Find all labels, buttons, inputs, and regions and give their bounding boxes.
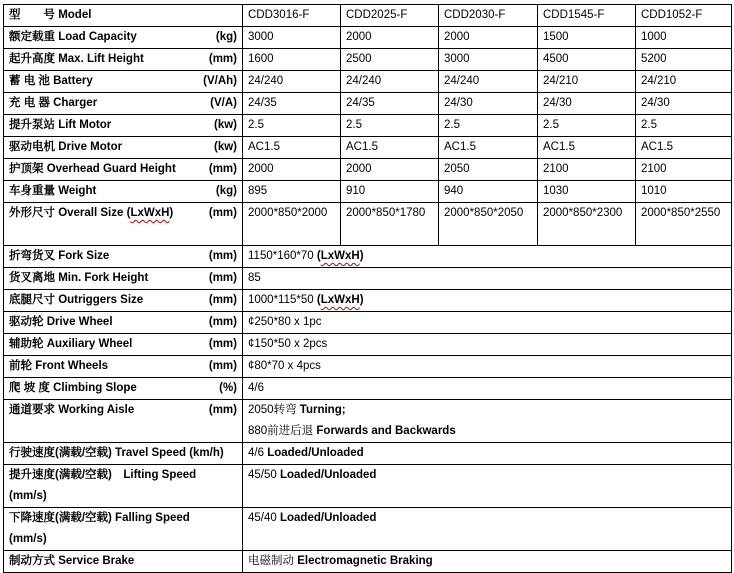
value-cell: 24/30 — [538, 93, 636, 115]
table-row — [4, 137, 732, 159]
unit-label: (kw) — [214, 119, 237, 131]
row-label: 底腿尺寸 Outriggers Size — [9, 294, 144, 306]
unit-label: (mm) — [208, 404, 237, 416]
text-segment: 外形尺寸 Overall Size ( — [9, 207, 131, 219]
table-row — [4, 400, 732, 443]
row-label-wrap — [9, 334, 237, 355]
unit-label: (%) — [219, 382, 237, 394]
row-label-wrap — [9, 203, 237, 224]
model-name-cell: CDD1545-F — [538, 5, 636, 27]
value-cell: 2000*850*2050 — [439, 203, 538, 246]
row-label-cell — [4, 27, 243, 49]
span-value-line — [248, 400, 726, 421]
unit-label: (mm) — [208, 250, 237, 262]
table-row — [4, 378, 732, 400]
unit-label: (mm) — [208, 207, 237, 219]
row-label-wrap — [9, 290, 237, 311]
unit-label: (mm) — [208, 360, 237, 372]
table-row — [4, 71, 732, 93]
value-cell: 2500 — [341, 49, 439, 71]
model-name-cell: CDD2030-F — [439, 5, 538, 27]
row-label-wrap — [9, 71, 237, 92]
row-label: 起升高度 Max. Lift Height — [9, 53, 144, 65]
value-cell: 2000 — [243, 159, 341, 181]
spec-table — [3, 4, 732, 573]
row-label: 下降速度(满载/空载) Falling Speed — [9, 512, 190, 524]
row-label-cell — [4, 159, 243, 181]
table-row — [4, 115, 732, 137]
table-row — [4, 181, 732, 203]
span-value-cell — [243, 400, 732, 443]
span-value-cell — [243, 443, 732, 465]
row-label: 爬 坡 度 Climbing Slope — [9, 382, 137, 394]
model-name-cell: CDD1052-F — [636, 5, 732, 27]
span-value-line — [248, 312, 726, 333]
value-cell: 895 — [243, 181, 341, 203]
row-label-wrap — [9, 312, 237, 333]
table-row — [4, 356, 732, 378]
row-label-cell — [4, 334, 243, 356]
span-value-cell — [243, 508, 732, 551]
text-segment: ( — [316, 250, 321, 262]
value-cell: 2000*850*2550 — [636, 203, 732, 246]
table-row — [4, 268, 732, 290]
table-row — [4, 159, 732, 181]
unit-label: (mm) — [208, 294, 237, 306]
span-value-line — [248, 508, 726, 529]
value-cell: 24/240 — [439, 71, 538, 93]
row-label: (mm/s) — [9, 490, 47, 502]
unit-label: (V/Ah) — [203, 75, 237, 87]
row-label-wrap — [9, 115, 237, 136]
span-value-cell — [243, 378, 732, 400]
text-segment: ) — [359, 250, 364, 262]
value-cell: 2000*850*1780 — [341, 203, 439, 246]
unit-label: (mm) — [208, 163, 237, 175]
wavy-text: LxWxH — [320, 250, 360, 262]
value-cell: 2.5 — [439, 115, 538, 137]
text-segment: ) — [359, 294, 364, 306]
span-value-line — [248, 356, 726, 377]
text-segment: Loaded/Unloaded — [279, 469, 377, 481]
text-segment: 1000*115*50 — [248, 294, 317, 306]
row-label-cell — [4, 49, 243, 71]
value-cell: 24/35 — [341, 93, 439, 115]
value-cell: 2.5 — [243, 115, 341, 137]
row-label: 提升泵站 Lift Motor — [9, 119, 112, 131]
table-row — [4, 334, 732, 356]
text-segment: 880前进后退 — [248, 425, 317, 437]
model-name-cell: CDD3016-F — [243, 5, 341, 27]
model-name-cell: CDD2025-F — [341, 5, 439, 27]
unit-label: (mm) — [208, 338, 237, 350]
value-cell: 910 — [341, 181, 439, 203]
row-label: 蓄 电 池 Battery — [9, 75, 93, 87]
value-cell: 24/240 — [243, 71, 341, 93]
text-segment: 4/6 — [248, 447, 268, 459]
value-cell: 2.5 — [538, 115, 636, 137]
row-label: 通道要求 Working Aisle — [9, 404, 135, 416]
row-label: 车身重量 Weight — [9, 185, 97, 197]
text-segment: 45/40 — [248, 512, 280, 524]
row-label: 提升速度(满载/空载) Lifting Speed — [9, 469, 197, 481]
row-label-wrap — [9, 93, 237, 114]
text-segment: Electromagnetic Braking — [297, 555, 433, 567]
text-segment: ¢250*80 x 1pc — [248, 316, 322, 328]
value-cell: 2000*850*2000 — [243, 203, 341, 246]
row-label-cell — [4, 203, 243, 246]
text-segment: ( — [316, 294, 321, 306]
row-label-cell — [4, 312, 243, 334]
value-cell: 2000 — [341, 27, 439, 49]
text-segment: Loaded/Unloaded — [279, 512, 377, 524]
text-segment: ¢80*70 x 4pcs — [248, 360, 321, 372]
value-cell: 24/35 — [243, 93, 341, 115]
row-label: 额定载重 Load Capacity — [9, 31, 137, 43]
text-segment: ) — [169, 207, 174, 219]
row-label-wrap — [9, 27, 237, 48]
unit-label: (V/A) — [210, 97, 237, 109]
text-segment: 45/50 — [248, 469, 280, 481]
row-label: 制动方式 Service Brake — [9, 555, 135, 567]
row-label-wrap — [9, 268, 237, 289]
span-value-line — [248, 334, 726, 355]
row-label-cell — [4, 443, 243, 465]
row-label: 货叉离地 Min. Fork Height — [9, 272, 149, 284]
row-label: 驱动轮 Drive Wheel — [9, 316, 113, 328]
value-cell: 24/30 — [636, 93, 732, 115]
value-cell: 2000 — [341, 159, 439, 181]
span-value-cell — [243, 356, 732, 378]
row-label-wrap — [9, 378, 237, 399]
row-label-cell — [4, 115, 243, 137]
row-label-wrap — [9, 443, 237, 464]
row-label-wrap — [9, 246, 237, 267]
table-row — [4, 246, 732, 268]
value-cell: 4500 — [538, 49, 636, 71]
unit-label: (mm) — [208, 272, 237, 284]
table-row — [4, 312, 732, 334]
table-row — [4, 27, 732, 49]
text-segment: 2050转弯 — [248, 404, 300, 416]
row-label-cell — [4, 465, 243, 508]
row-label-wrap — [9, 400, 237, 421]
text-segment: 1150*160*70 — [248, 250, 317, 262]
row-label — [9, 203, 173, 224]
row-label: 充 电 器 Charger — [9, 97, 98, 109]
table-row — [4, 465, 732, 508]
wavy-text: LxWxH — [320, 294, 360, 306]
row-label-cell — [4, 71, 243, 93]
value-cell: 1030 — [538, 181, 636, 203]
value-cell: 2.5 — [636, 115, 732, 137]
table-row — [4, 290, 732, 312]
value-cell: 1600 — [243, 49, 341, 71]
value-cell: 1010 — [636, 181, 732, 203]
span-value-line — [248, 421, 726, 442]
unit-label: (kg) — [215, 31, 237, 43]
row-label-cell — [4, 93, 243, 115]
value-cell: 2050 — [439, 159, 538, 181]
row-label-wrap — [9, 181, 237, 202]
text-segment: Loaded/Unloaded — [267, 447, 364, 459]
value-cell: 24/210 — [538, 71, 636, 93]
text-segment: Turning; — [299, 404, 346, 416]
value-cell: 24/30 — [439, 93, 538, 115]
span-value-cell — [243, 246, 732, 268]
span-value-line — [248, 378, 726, 399]
row-label-wrap — [9, 137, 237, 158]
row-label-cell — [4, 137, 243, 159]
row-label: 折弯货叉 Fork Size — [9, 250, 110, 262]
text-segment: Forwards and Backwards — [316, 425, 456, 437]
row-label: 行驶速度(满载/空载) Travel Speed (km/h) — [9, 447, 224, 459]
table-row — [4, 93, 732, 115]
span-value-cell — [243, 268, 732, 290]
table-row — [4, 203, 732, 246]
header-row — [4, 5, 732, 27]
row-label-wrap — [9, 356, 237, 377]
unit-label: (kg) — [215, 185, 237, 197]
text-segment: ¢150*50 x 2pcs — [248, 338, 328, 350]
row-label-line — [9, 486, 237, 507]
value-cell: 1000 — [636, 27, 732, 49]
value-cell: 3000 — [243, 27, 341, 49]
wavy-text: LxWxH — [130, 207, 170, 219]
text-segment: 4/6 — [248, 382, 264, 394]
row-label: 前轮 Front Wheels — [9, 360, 109, 372]
value-cell: 2.5 — [341, 115, 439, 137]
span-value-line — [248, 268, 726, 289]
value-cell: 24/240 — [341, 71, 439, 93]
value-cell: 2100 — [636, 159, 732, 181]
span-value-line — [248, 443, 726, 464]
unit-label: (mm) — [208, 53, 237, 65]
row-label: 驱动电机 Drive Motor — [9, 141, 123, 153]
row-label-cell — [4, 290, 243, 312]
value-cell: 940 — [439, 181, 538, 203]
row-label: 辅助轮 Auxiliary Wheel — [9, 338, 133, 350]
span-value-cell — [243, 334, 732, 356]
span-value-cell — [243, 465, 732, 508]
value-cell: AC1.5 — [439, 137, 538, 159]
row-label-cell — [4, 246, 243, 268]
value-cell: AC1.5 — [538, 137, 636, 159]
row-label: (mm/s) — [9, 533, 47, 545]
table-row — [4, 508, 732, 551]
row-label-line — [9, 529, 237, 550]
row-label-cell — [4, 400, 243, 443]
model-header-cell — [4, 5, 243, 27]
text-segment: 电磁制动 — [248, 555, 298, 567]
value-cell: 2100 — [538, 159, 636, 181]
row-label-cell — [4, 356, 243, 378]
table-row — [4, 443, 732, 465]
value-cell: AC1.5 — [636, 137, 732, 159]
value-cell: 5200 — [636, 49, 732, 71]
row-label-cell — [4, 181, 243, 203]
span-value-cell — [243, 290, 732, 312]
row-label-cell — [4, 378, 243, 400]
unit-label: (mm) — [208, 316, 237, 328]
value-cell: 2000*850*2300 — [538, 203, 636, 246]
row-label-line — [9, 465, 237, 486]
row-label-wrap — [9, 49, 237, 70]
row-label-line — [9, 508, 237, 529]
row-label-cell — [4, 508, 243, 551]
model-header-label: 型 号 Model — [9, 9, 92, 21]
value-cell: 24/210 — [636, 71, 732, 93]
text-segment: 85 — [248, 272, 261, 284]
unit-label: (kw) — [214, 141, 237, 153]
value-cell: 2000 — [439, 27, 538, 49]
value-cell: 3000 — [439, 49, 538, 71]
span-value-cell — [243, 312, 732, 334]
value-cell: AC1.5 — [243, 137, 341, 159]
value-cell: AC1.5 — [341, 137, 439, 159]
value-cell: 1500 — [538, 27, 636, 49]
table-row — [4, 49, 732, 71]
span-value-line — [248, 246, 726, 267]
row-label-cell — [4, 268, 243, 290]
row-label: 护顶架 Overhead Guard Height — [9, 163, 176, 175]
span-value-line — [248, 290, 726, 311]
row-label-wrap — [9, 159, 237, 180]
span-value-line — [248, 465, 726, 486]
